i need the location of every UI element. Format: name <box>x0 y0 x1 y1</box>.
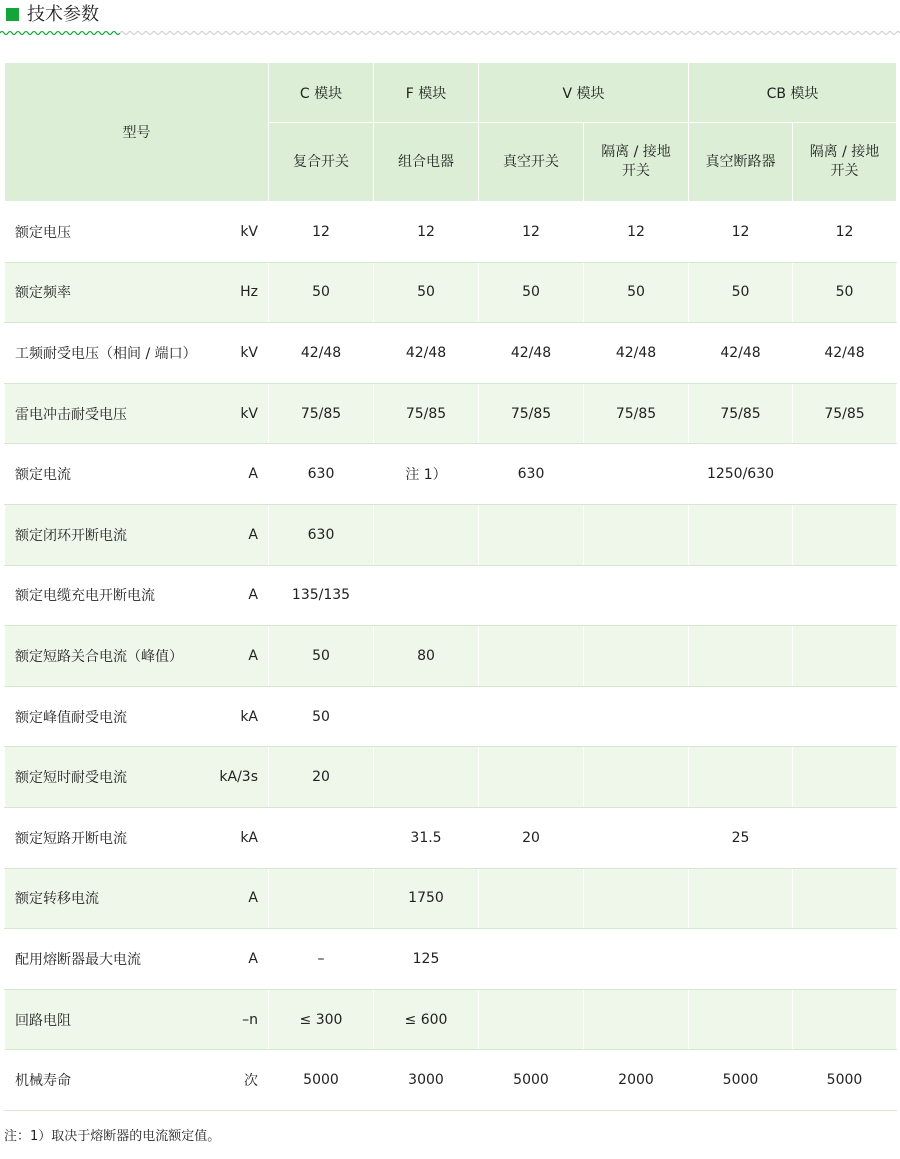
value-cell <box>479 929 584 990</box>
value-cell <box>584 504 689 565</box>
param-unit: kV <box>240 223 258 240</box>
value-cell: 50 <box>689 262 793 323</box>
header-row-groups <box>5 63 897 123</box>
section-title: 技术参数 <box>27 4 99 25</box>
param-name: 工频耐受电压（相间 / 端口） <box>15 345 197 362</box>
value-cell <box>793 807 897 868</box>
value-cell: ≤ 300 <box>269 989 374 1050</box>
value-cell: 5000 <box>689 1050 793 1111</box>
param-name: 额定峰值耐受电流 <box>15 709 127 726</box>
subtype-header <box>269 123 374 202</box>
param-name: 额定转移电流 <box>15 891 99 908</box>
param-unit: –n <box>242 1011 258 1028</box>
value-cell: 75/85 <box>479 383 584 444</box>
subtype-header-line: 开关 <box>830 163 859 179</box>
subtype-header-line: 复合开关 <box>293 153 349 170</box>
value-cell <box>689 929 793 990</box>
subtype-header <box>479 123 584 202</box>
param-unit: kV <box>240 344 258 361</box>
wavy-divider <box>0 28 900 38</box>
value-cell: 2000 <box>584 1050 689 1111</box>
value-cell: 12 <box>374 202 479 263</box>
table-row <box>5 1050 897 1111</box>
value-cell: 注 1） <box>374 444 479 505</box>
param-cell <box>5 383 269 444</box>
group-header: F 模块 <box>374 63 479 123</box>
value-cell <box>584 807 689 868</box>
table-row <box>5 929 897 990</box>
value-cell: 42/48 <box>374 323 479 384</box>
param-cell <box>5 868 269 929</box>
value-cell <box>793 565 897 626</box>
green-square-icon <box>6 8 19 21</box>
param-name: 额定短路开断电流 <box>15 830 127 847</box>
value-cell: 42/48 <box>689 323 793 384</box>
param-cell <box>5 262 269 323</box>
param-unit: 次 <box>244 1073 258 1090</box>
param-name: 额定电流 <box>15 467 71 484</box>
value-cell: ≤ 600 <box>374 989 479 1050</box>
value-cell: 75/85 <box>374 383 479 444</box>
subtype-header <box>374 123 479 202</box>
param-unit: A <box>248 890 258 907</box>
param-unit: kA <box>240 708 258 725</box>
value-cell <box>269 868 374 929</box>
value-cell <box>689 626 793 687</box>
value-cell: 630 <box>479 444 584 505</box>
param-name: 配用熔断器最大电流 <box>15 951 141 968</box>
param-unit: A <box>248 526 258 543</box>
subtype-header-line: 隔离 / 接地 <box>809 144 880 160</box>
param-unit: A <box>248 587 258 604</box>
param-cell <box>5 626 269 687</box>
value-cell: 42/48 <box>269 323 374 384</box>
value-cell <box>793 686 897 747</box>
value-cell: 80 <box>374 626 479 687</box>
subtype-header-line: 隔离 / 接地 <box>601 144 671 160</box>
value-cell <box>793 747 897 808</box>
value-cell: 50 <box>269 262 374 323</box>
value-cell <box>584 747 689 808</box>
value-cell: 12 <box>793 202 897 263</box>
value-cell: 42/48 <box>793 323 897 384</box>
value-cell <box>584 868 689 929</box>
value-cell <box>479 504 584 565</box>
table-row <box>5 868 897 929</box>
table-row <box>5 504 897 565</box>
value-cell <box>793 868 897 929</box>
subtype-header <box>689 123 793 202</box>
param-unit: A <box>248 647 258 664</box>
value-cell: 75/85 <box>584 383 689 444</box>
value-cell <box>689 565 793 626</box>
table-row <box>5 807 897 868</box>
value-cell: 12 <box>269 202 374 263</box>
value-cell: 50 <box>793 262 897 323</box>
value-cell <box>479 565 584 626</box>
section-header <box>0 0 900 40</box>
param-unit: kV <box>240 405 258 422</box>
param-cell <box>5 686 269 747</box>
value-cell <box>479 868 584 929</box>
value-cell: 5000 <box>269 1050 374 1111</box>
group-header: CB 模块 <box>689 63 897 123</box>
param-cell <box>5 444 269 505</box>
param-unit: A <box>248 466 258 483</box>
value-cell: 20 <box>479 807 584 868</box>
param-name: 额定电缆充电开断电流 <box>15 588 155 605</box>
param-name: 额定短路关合电流（峰值） <box>15 648 183 665</box>
table-row <box>5 686 897 747</box>
value-cell <box>689 868 793 929</box>
value-cell: 20 <box>269 747 374 808</box>
table-row <box>5 202 897 263</box>
table-row <box>5 989 897 1050</box>
value-cell: 5000 <box>793 1050 897 1111</box>
value-cell <box>479 686 584 747</box>
value-cell: 1750 <box>374 868 479 929</box>
value-cell <box>479 747 584 808</box>
table-row <box>5 383 897 444</box>
group-header: C 模块 <box>269 63 374 123</box>
param-cell <box>5 807 269 868</box>
value-cell: 1250/630 <box>689 444 793 505</box>
table-row <box>5 323 897 384</box>
value-cell <box>374 686 479 747</box>
param-cell <box>5 747 269 808</box>
value-cell <box>689 989 793 1050</box>
param-name: 机械寿命 <box>15 1073 71 1090</box>
value-cell <box>584 989 689 1050</box>
param-cell <box>5 504 269 565</box>
value-cell: 50 <box>374 262 479 323</box>
value-cell <box>374 565 479 626</box>
group-header: V 模块 <box>479 63 689 123</box>
value-cell <box>479 989 584 1050</box>
param-name: 额定短时耐受电流 <box>15 770 127 787</box>
value-cell <box>793 504 897 565</box>
value-cell: 12 <box>479 202 584 263</box>
value-cell: 3000 <box>374 1050 479 1111</box>
value-cell <box>584 686 689 747</box>
param-unit: kA/3s <box>219 769 258 786</box>
param-cell <box>5 929 269 990</box>
value-cell <box>689 504 793 565</box>
param-name: 额定电压 <box>15 224 71 241</box>
table-row <box>5 626 897 687</box>
value-cell <box>793 989 897 1050</box>
subtype-header-line: 真空开关 <box>503 153 559 170</box>
param-name: 额定频率 <box>15 285 71 302</box>
value-cell: 31.5 <box>374 807 479 868</box>
value-cell: 42/48 <box>584 323 689 384</box>
param-cell <box>5 323 269 384</box>
value-cell: 135/135 <box>269 565 374 626</box>
value-cell: 630 <box>269 444 374 505</box>
value-cell: 50 <box>269 626 374 687</box>
value-cell <box>689 747 793 808</box>
value-cell: 75/85 <box>793 383 897 444</box>
value-cell <box>584 626 689 687</box>
model-header: 型号 <box>5 63 269 202</box>
value-cell <box>584 565 689 626</box>
value-cell <box>584 444 689 505</box>
value-cell: 50 <box>479 262 584 323</box>
value-cell: 5000 <box>479 1050 584 1111</box>
value-cell <box>793 626 897 687</box>
footnote: 注：1）取决于熔断器的电流额定值。 <box>4 1129 221 1144</box>
param-cell <box>5 1050 269 1111</box>
value-cell: 25 <box>689 807 793 868</box>
value-cell <box>374 747 479 808</box>
param-unit: A <box>248 950 258 967</box>
value-cell <box>479 626 584 687</box>
param-cell <box>5 202 269 263</box>
value-cell: 50 <box>584 262 689 323</box>
value-cell <box>793 929 897 990</box>
subtype-header-line: 开关 <box>622 163 650 179</box>
value-cell <box>584 929 689 990</box>
value-cell: 50 <box>269 686 374 747</box>
value-cell <box>269 807 374 868</box>
value-cell <box>689 686 793 747</box>
param-cell <box>5 565 269 626</box>
table-row <box>5 262 897 323</box>
value-cell: 42/48 <box>479 323 584 384</box>
table-row <box>5 565 897 626</box>
subtype-header <box>584 123 689 202</box>
spec-table <box>4 62 897 1111</box>
value-cell: 12 <box>689 202 793 263</box>
value-cell <box>374 504 479 565</box>
param-name: 额定闭环开断电流 <box>15 527 127 544</box>
value-cell: 75/85 <box>689 383 793 444</box>
param-cell <box>5 989 269 1050</box>
param-name: 回路电阻 <box>15 1012 71 1029</box>
subtype-header-line: 真空断路器 <box>705 153 776 170</box>
value-cell: 12 <box>584 202 689 263</box>
subtype-header <box>793 123 897 202</box>
subtype-header-line: 组合电器 <box>398 153 454 170</box>
table-row <box>5 747 897 808</box>
param-unit: kA <box>240 829 258 846</box>
param-unit: Hz <box>240 284 258 301</box>
value-cell: 125 <box>374 929 479 990</box>
value-cell: – <box>269 929 374 990</box>
value-cell: 75/85 <box>269 383 374 444</box>
value-cell <box>793 444 897 505</box>
param-name: 雷电冲击耐受电压 <box>15 406 127 423</box>
table-row <box>5 444 897 505</box>
value-cell: 630 <box>269 504 374 565</box>
